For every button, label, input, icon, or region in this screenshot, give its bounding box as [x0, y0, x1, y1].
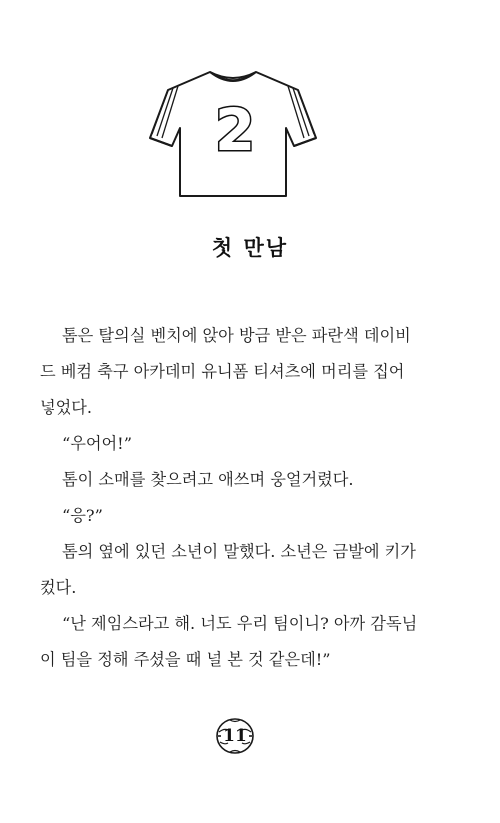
text-line: 톰이 소매를 찾으려고 애쓰며 웅얼거렸다. — [62, 470, 354, 489]
text-line: 톰은 탈의실 벤치에 앉아 방금 받은 파란색 데이비 — [62, 326, 411, 345]
text-line: “응?” — [62, 506, 103, 525]
text-line: 드 베컴 축구 아카데미 유니폼 티셔츠에 머리를 집어 — [40, 362, 405, 381]
page-number-badge — [216, 718, 254, 754]
text-line: “우어어!” — [62, 434, 132, 453]
jersey-number: 2 — [214, 96, 256, 164]
text-line: 톰의 옆에 있던 소년이 말했다. 소년은 금발에 키가 — [62, 542, 416, 561]
text-line: “난 제임스라고 해. 너도 우리 팀이니? 아까 감독님 — [62, 614, 418, 633]
chapter-title: 첫 만남 — [211, 236, 289, 260]
body-text — [40, 318, 456, 678]
text-line: 넣었다. — [40, 398, 93, 417]
page-number: 11 — [223, 726, 247, 746]
text-line: 컸다. — [40, 578, 77, 597]
text-line: 이 팀을 정해 주셨을 때 널 본 것 같은데!” — [40, 650, 331, 669]
soccer-jersey-icon — [148, 68, 318, 200]
